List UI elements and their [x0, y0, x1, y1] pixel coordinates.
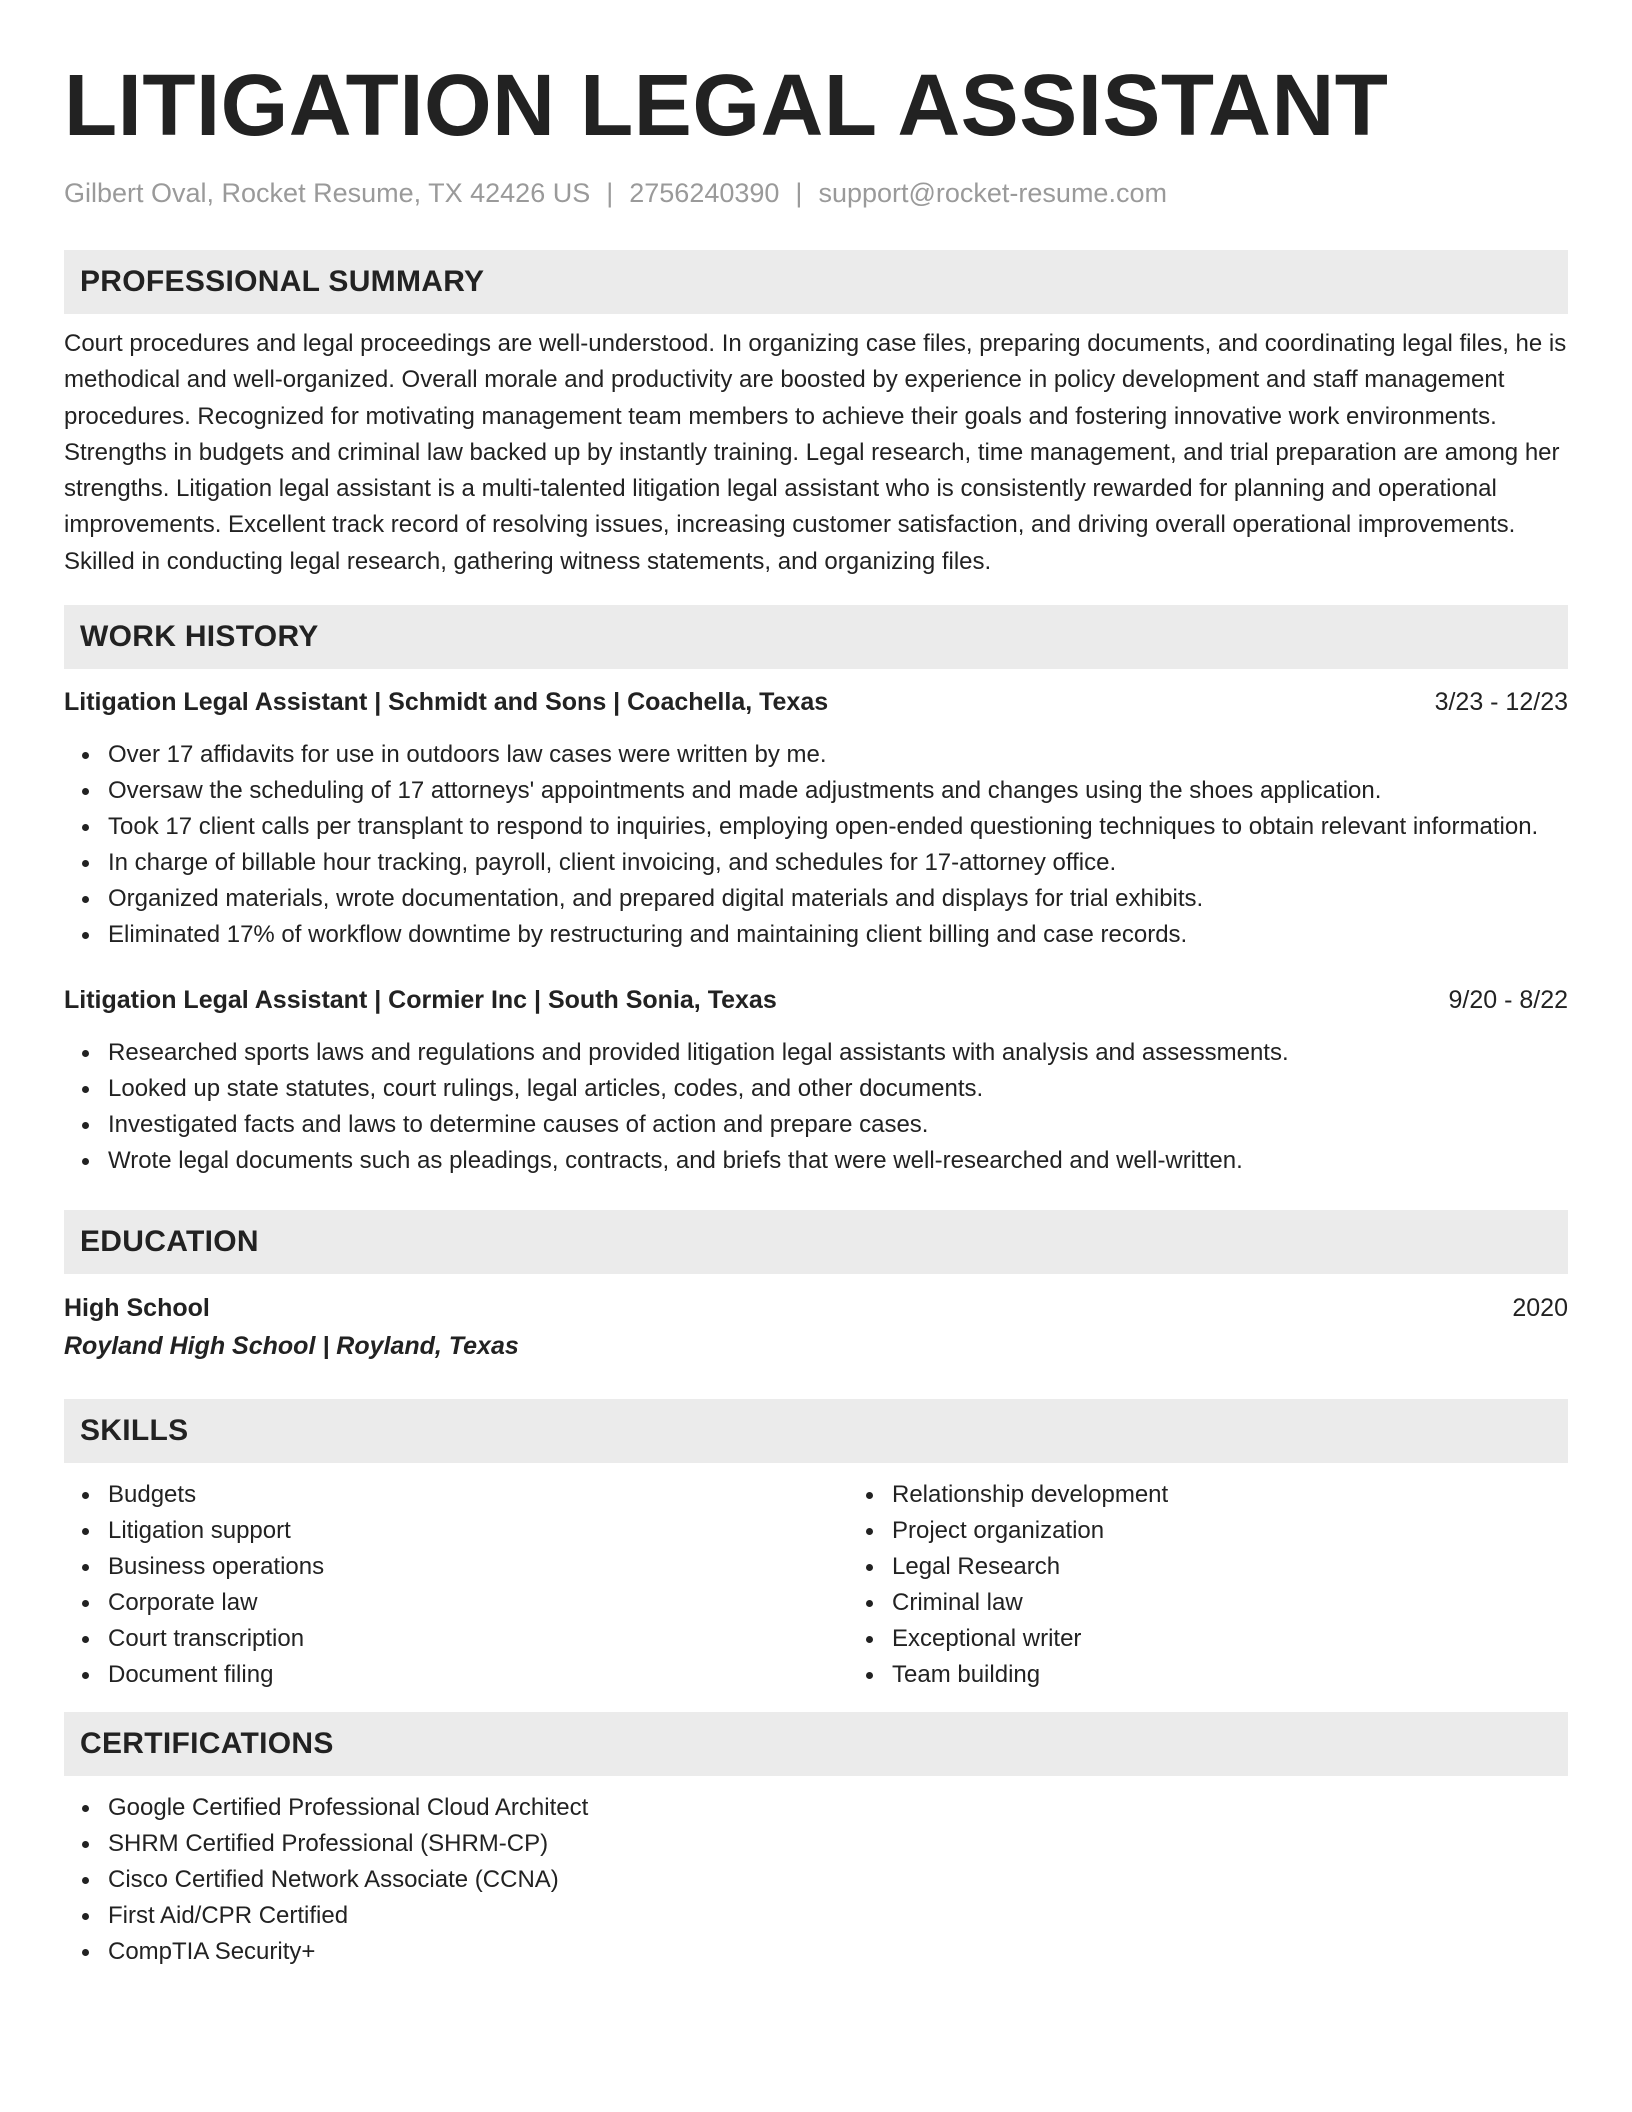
certification-list — [64, 1790, 1568, 1970]
candidate-name: LITIGATION LEGAL ASSISTANT — [64, 57, 1389, 154]
job-bullet-list — [64, 737, 1568, 953]
job-bullet: Wrote legal documents such as pleadings, contracts, and briefs that were well-researched and well-written. — [108, 1143, 1568, 1179]
education-year: 2020 — [1512, 1294, 1568, 1323]
contact-separator: | — [795, 178, 803, 208]
job-header — [64, 685, 1568, 719]
section-heading-skills: SKILLS — [64, 1399, 1568, 1463]
job-bullet: Researched sports laws and regulations and provided litigation legal assistants with analysis and assessments. — [108, 1035, 1568, 1071]
skills-grid — [64, 1477, 1568, 1693]
skill-item: Criminal law — [892, 1585, 1632, 1621]
skill-item: Budgets — [108, 1477, 848, 1513]
skill-item: Document filing — [108, 1657, 848, 1693]
certification-item: Cisco Certified Network Associate (CCNA) — [108, 1862, 1568, 1898]
job-bullet: Eliminated 17% of workflow downtime by restructuring and maintaining client billing and case records. — [108, 917, 1568, 953]
certification-item: First Aid/CPR Certified — [108, 1898, 1568, 1934]
summary-text: Court procedures and legal proceedings are well-understood. In organizing case files, preparing documents, and coordinating legal files, he is methodical and well-organized. Overall morale and productivity are boosted by experience in policy development and staff management procedures. Recognized for motivating management team members to achieve their goals and fostering innovative work environments. Strengths in budgets and criminal law backed up by instantly training. Legal research, time management, and trial preparation are among her strengths. Litigation legal assistant is a multi-talented litigation legal assistant who is consistently rewarded for planning and operational improvements. Excellent track record of resolving issues, increasing customer satisfaction, and driving overall operational improvements. Skilled in conducting legal research, gathering witness statements, and organizing files. — [64, 330, 1567, 575]
skill-item: Project organization — [892, 1513, 1632, 1549]
job-header — [64, 983, 1568, 1017]
section-heading-summary: PROFESSIONAL SUMMARY — [64, 250, 1568, 314]
skill-item: Team building — [892, 1657, 1632, 1693]
contact-separator: | — [606, 178, 614, 208]
contact-line — [64, 176, 1568, 210]
job-bullet: Organized materials, wrote documentation, and prepared digital materials and displays for trial exhibits. — [108, 881, 1568, 917]
job-bullet: In charge of billable hour tracking, payroll, client invoicing, and schedules for 17-attorney office. — [108, 845, 1568, 881]
skill-item: Relationship development — [892, 1477, 1632, 1513]
education-entry — [64, 1290, 1568, 1364]
job-title: Litigation Legal Assistant | Schmidt and Sons | Coachella, Texas — [64, 688, 829, 717]
skill-item: Exceptional writer — [892, 1621, 1632, 1657]
education-degree: High School — [64, 1294, 210, 1323]
skills-column-left — [64, 1477, 848, 1693]
job-bullet: Looked up state statutes, court rulings, legal articles, codes, and other documents. — [108, 1071, 1568, 1107]
job-bullet: Took 17 client calls per transplant to respond to inquiries, employing open-ended questioning techniques to obtain relevant information. — [108, 809, 1568, 845]
contact-phone: 2756240390 — [629, 178, 780, 208]
contact-address: Gilbert Oval, Rocket Resume, TX 42426 US — [64, 178, 591, 208]
section-heading-work-history: WORK HISTORY — [64, 605, 1568, 669]
job-bullet: Oversaw the scheduling of 17 attorneys' appointments and made adjustments and changes using the shoes application. — [108, 773, 1568, 809]
certification-item: CompTIA Security+ — [108, 1934, 1568, 1970]
skill-item: Litigation support — [108, 1513, 848, 1549]
skill-item: Legal Research — [892, 1549, 1632, 1585]
certification-item: Google Certified Professional Cloud Architect — [108, 1790, 1568, 1826]
skill-item: Corporate law — [108, 1585, 848, 1621]
skill-item: Business operations — [108, 1549, 848, 1585]
job-bullet: Over 17 affidavits for use in outdoors law cases were written by me. — [108, 737, 1568, 773]
education-school: Royland High School | Royland, Texas — [64, 1332, 519, 1361]
certification-item: SHRM Certified Professional (SHRM-CP) — [108, 1826, 1568, 1862]
skills-column-right — [848, 1477, 1632, 1693]
contact-email: support@rocket-resume.com — [818, 178, 1167, 208]
job-entry — [64, 685, 1568, 953]
job-bullet: Investigated facts and laws to determine causes of action and prepare cases. — [108, 1107, 1568, 1143]
job-bullet-list — [64, 1035, 1568, 1179]
job-title: Litigation Legal Assistant | Cormier Inc | South Sonia, Texas — [64, 986, 777, 1015]
section-heading-education: EDUCATION — [64, 1210, 1568, 1274]
skill-item: Court transcription — [108, 1621, 848, 1657]
education-header — [64, 1290, 1568, 1326]
job-dates: 9/20 - 8/22 — [1448, 986, 1568, 1015]
job-entry — [64, 983, 1568, 1179]
job-dates: 3/23 - 12/23 — [1434, 688, 1568, 717]
section-heading-certifications: CERTIFICATIONS — [64, 1712, 1568, 1776]
